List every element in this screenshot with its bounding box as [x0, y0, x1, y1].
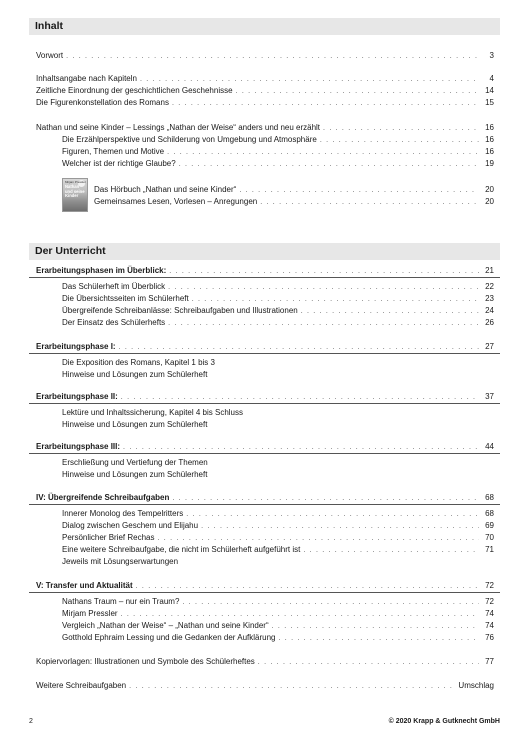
toc-entry-lessing[interactable] [62, 632, 494, 644]
toc-entry-traum[interactable] [62, 596, 494, 608]
toc-entry-iv[interactable] [36, 492, 494, 504]
divider [29, 403, 500, 404]
toc-subentry[interactable]: Jeweils mit Lösungserwartungen [62, 557, 179, 566]
toc-entry-v[interactable] [36, 580, 494, 592]
toc-page: 44 [485, 442, 494, 451]
toc-page: 71 [485, 545, 494, 554]
toc-subentry[interactable]: Erschließung und Vertiefung der Themen [62, 458, 208, 467]
toc-entry-vorwort[interactable] [36, 50, 494, 62]
toc-page: Umschlag [458, 681, 494, 690]
toc-page: 23 [485, 294, 494, 303]
toc-page: 16 [485, 135, 494, 144]
toc-subentry[interactable]: Lektüre und Inhaltssicherung, Kapitel 4 bis Schluss [62, 408, 243, 417]
toc-title: Kopiervorlagen: Illustrationen und Symbole des Schülerheftes [36, 657, 255, 666]
toc-page: 24 [485, 306, 494, 315]
toc-title: Persönlicher Brief Rechas [62, 533, 155, 542]
toc-page: 77 [485, 657, 494, 666]
toc-subentry[interactable]: Die Exposition des Romans, Kapitel 1 bis 3 [62, 358, 215, 367]
toc-page: 14 [485, 86, 494, 95]
toc-page: 19 [485, 159, 494, 168]
toc-page: 68 [485, 509, 494, 518]
toc-title: Erarbeitungsphasen im Überblick: [36, 266, 167, 275]
toc-page: 16 [485, 147, 494, 156]
toc-entry-erarbeitungsphase-3[interactable] [36, 441, 494, 453]
toc-title: IV: Übergreifende Schreibaufgaben [36, 493, 170, 502]
toc-entry-figuren-themen[interactable] [62, 146, 494, 158]
divider [29, 353, 500, 354]
toc-page: 72 [485, 597, 494, 606]
toc-title: Eine weitere Schreibaufgabe, die nicht im Schülerheft aufgeführt ist [62, 545, 301, 554]
toc-entry-inhaltsangabe[interactable] [36, 73, 494, 85]
toc-entry-glaube[interactable] [62, 158, 494, 170]
toc-title: Das Schülerheft im Überblick [62, 282, 166, 291]
divider [29, 453, 500, 454]
copyright-notice: © 2020 Krapp & Gutknecht GmbH [388, 718, 500, 725]
toc-title: Vergleich „Nathan der Weise“ – „Nathan und seine Kinder“ [62, 621, 269, 630]
toc-page: 68 [485, 493, 494, 502]
toc-title: Das Hörbuch „Nathan und seine Kinder“ [94, 185, 237, 194]
toc-page: 69 [485, 521, 494, 530]
toc-entry-monolog[interactable] [62, 508, 494, 520]
toc-page: 15 [485, 98, 494, 107]
toc-page: 26 [485, 318, 494, 327]
toc-entry-brief[interactable] [62, 532, 494, 544]
toc-title: Dialog zwischen Geschem und Elijahu [62, 521, 199, 530]
toc-entry-uebersichtsseiten[interactable] [62, 293, 494, 305]
toc-title: Die Figurenkonstellation des Romans [36, 98, 169, 107]
toc-title: Inhaltsangabe nach Kapiteln [36, 74, 137, 83]
toc-entry-pressler[interactable] [62, 608, 494, 620]
toc-page: 4 [489, 74, 494, 83]
divider [29, 592, 500, 593]
toc-entry-lesen[interactable] [94, 196, 494, 208]
cover-title: Nathan und seine Kinder [65, 184, 85, 198]
heading-inhalt: Inhalt [29, 18, 500, 35]
toc-title: V: Transfer und Aktualität [36, 581, 133, 590]
toc-title: Innerer Monolog des Tempelritters [62, 509, 184, 518]
toc-page: 74 [485, 609, 494, 618]
toc-title: Vorwort [36, 51, 64, 60]
toc-entry-weitere-aufgabe[interactable] [62, 544, 494, 556]
toc-entry-zeitliche[interactable] [36, 85, 494, 97]
toc-page: 20 [485, 197, 494, 206]
toc-entry-erarbeitungsphase-1[interactable] [36, 341, 494, 353]
toc-subentry[interactable]: Hinweise und Lösungen zum Schülerheft [62, 370, 208, 379]
toc-page: 22 [485, 282, 494, 291]
audiobook-cover-image [62, 178, 88, 212]
toc-title: Die Übersichtsseiten im Schülerheft [62, 294, 189, 303]
toc-title: Erarbeitungsphase III: [36, 442, 121, 451]
toc-entry-vergleich[interactable] [62, 620, 494, 632]
toc-title: Mirjam Pressler [62, 609, 118, 618]
toc-entry-hoerbuch[interactable] [94, 184, 494, 196]
cover-author: Mirjam Pressler [65, 180, 86, 184]
toc-title: Welcher ist der richtige Glaube? [62, 159, 176, 168]
toc-page: 27 [485, 342, 494, 351]
toc-page: 74 [485, 621, 494, 630]
toc-page: 37 [485, 392, 494, 401]
toc-entry-erzaehlperspektive[interactable] [62, 134, 494, 146]
toc-title: Weitere Schreibaufgaben [36, 681, 127, 690]
toc-page: 72 [485, 581, 494, 590]
toc-page: 21 [485, 266, 494, 275]
toc-entry-schreibanlaesse[interactable] [62, 305, 494, 317]
divider [29, 504, 500, 505]
divider [29, 277, 500, 278]
toc-title: Erarbeitungsphase II: [36, 392, 118, 401]
toc-entry-kopiervorlagen[interactable] [36, 656, 494, 668]
toc-entry-erarbeitungsphase-2[interactable] [36, 391, 494, 403]
toc-title: Gotthold Ephraim Lessing und die Gedanken der Aufklärung [62, 633, 276, 642]
toc-page: 20 [485, 185, 494, 194]
toc-subentry[interactable]: Hinweise und Lösungen zum Schülerheft [62, 470, 208, 479]
heading-unterricht: Der Unterricht [29, 243, 500, 260]
toc-page: 76 [485, 633, 494, 642]
toc-title: Gemeinsames Lesen, Vorlesen – Anregungen [94, 197, 258, 206]
toc-entry-einsatz[interactable] [62, 317, 494, 329]
toc-title: Nathan und seine Kinder – Lessings „Nathan der Weise“ anders und neu erzählt [36, 123, 321, 132]
toc-entry-dialog[interactable] [62, 520, 494, 532]
toc-entry-figuren[interactable] [36, 97, 494, 109]
toc-page: 70 [485, 533, 494, 542]
toc-subentry[interactable]: Hinweise und Lösungen zum Schülerheft [62, 420, 208, 429]
toc-title: Nathans Traum – nur ein Traum? [62, 597, 180, 606]
toc-page: 16 [485, 123, 494, 132]
toc-title: Erarbeitungsphase I: [36, 342, 116, 351]
toc-page: 3 [489, 51, 494, 60]
toc-title: Figuren, Themen und Motive [62, 147, 165, 156]
toc-title: Die Erzählperspektive und Schilderung von Umgebung und Atmosphäre [62, 135, 317, 144]
toc-title: Übergreifende Schreibanlässe: Schreibaufgaben und Illustrationen [62, 306, 298, 315]
toc-entry-nathan[interactable] [36, 122, 494, 134]
toc-entry-schuelerheft-ueberblick[interactable] [62, 281, 494, 293]
toc-entry-erarbeitungsphasen[interactable] [36, 265, 494, 277]
page-number: 2 [29, 718, 33, 725]
toc-entry-weitere-schreibaufgaben[interactable] [36, 680, 494, 692]
toc-title: Zeitliche Einordnung der geschichtlichen Geschehnisse [36, 86, 233, 95]
toc-title: Der Einsatz des Schülerhefts [62, 318, 166, 327]
